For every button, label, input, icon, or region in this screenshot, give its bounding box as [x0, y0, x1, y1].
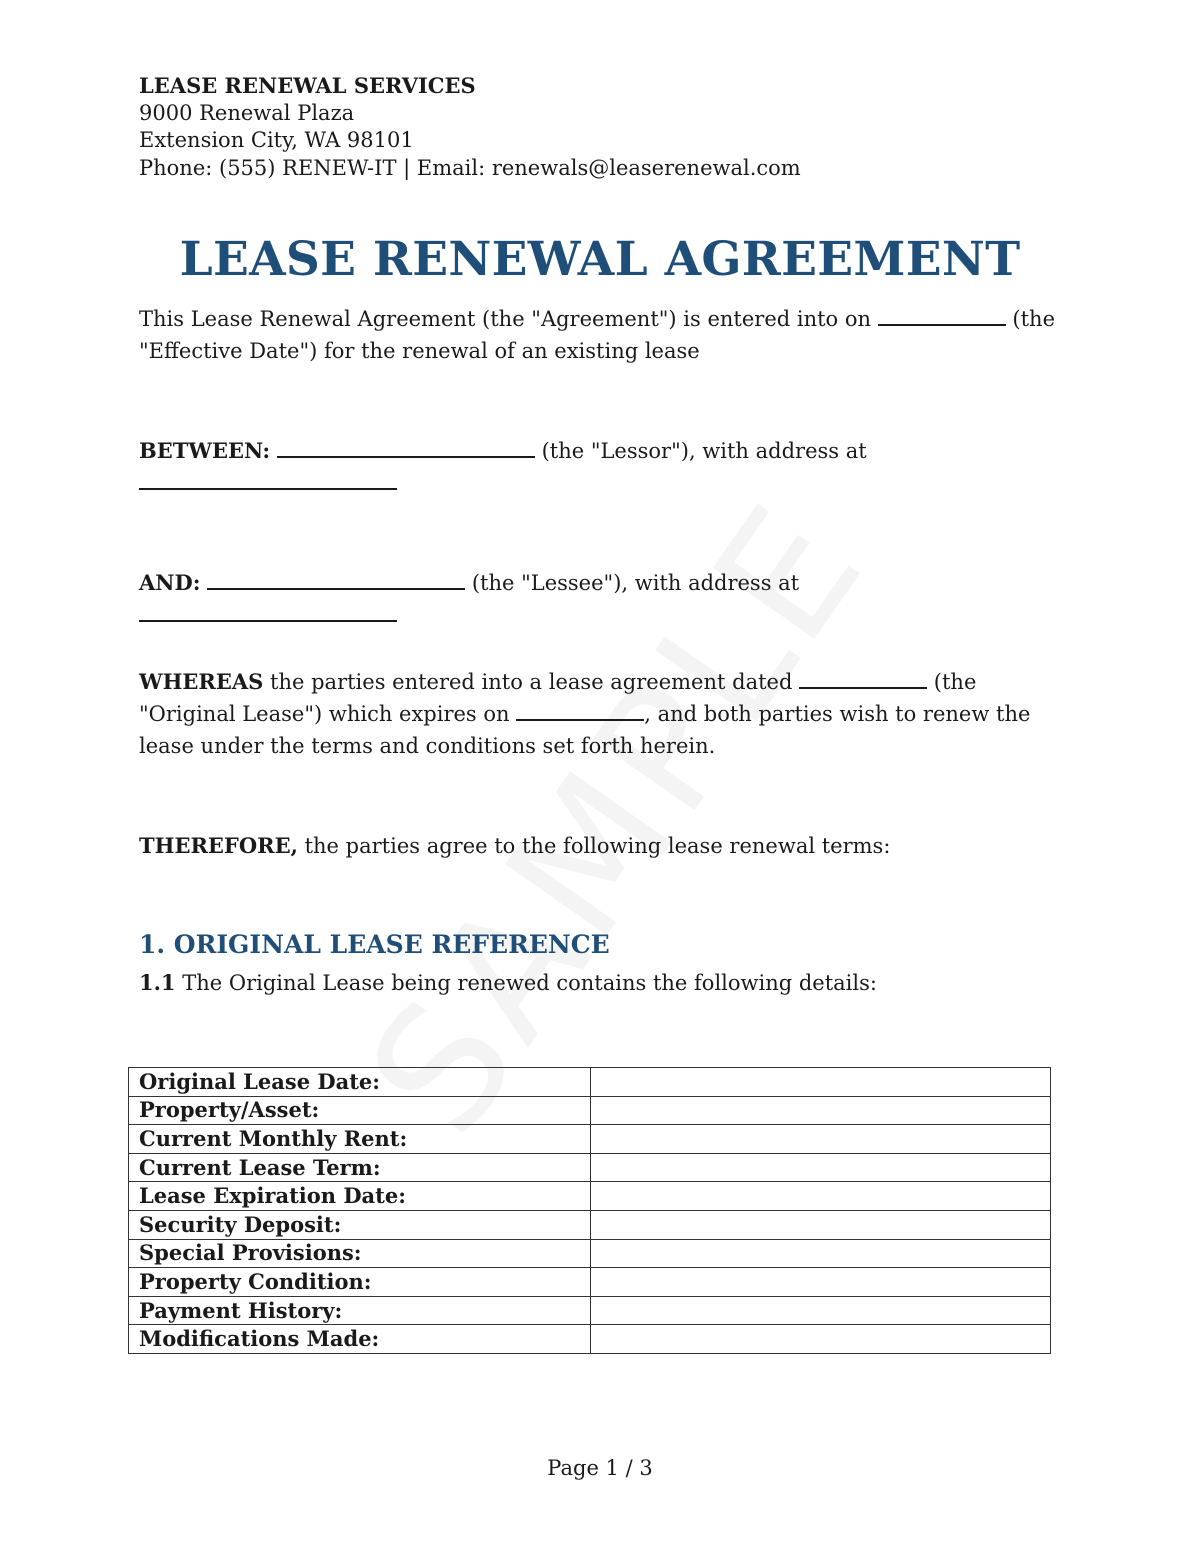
company-contact: Phone: (555) RENEW-IT | Email: renewals@leaserenewal.com [139, 155, 801, 180]
between-label: BETWEEN: [139, 438, 271, 463]
row-value-cell[interactable] [590, 1268, 1050, 1297]
row-value-cell[interactable] [590, 1182, 1050, 1211]
row-value-cell[interactable] [590, 1125, 1050, 1154]
company-name: LEASE RENEWAL SERVICES [139, 73, 476, 98]
lessee-address-blank[interactable] [139, 600, 397, 622]
effective-date-blank[interactable] [878, 304, 1006, 326]
row-value-cell[interactable] [590, 1210, 1050, 1239]
whereas-text-1: the parties entered into a lease agreement dated [270, 670, 793, 694]
table-row [129, 1268, 1051, 1297]
original-lease-date-blank[interactable] [799, 667, 927, 689]
lessor-address-blank[interactable] [139, 468, 397, 490]
therefore-paragraph [139, 830, 1059, 862]
table-row [129, 1125, 1051, 1154]
row-value-cell[interactable] [590, 1068, 1050, 1097]
and-label: AND: [139, 570, 201, 595]
between-text: (the "Lessor"), with address at [541, 439, 867, 463]
and-text: (the "Lessee"), with address at [471, 571, 800, 595]
company-address-line1: 9000 Renewal Plaza [139, 100, 355, 125]
page-number: Page 1 / 3 [547, 1456, 653, 1480]
row-value-cell[interactable] [590, 1239, 1050, 1268]
row-label: Special Provisions: [129, 1239, 591, 1268]
whereas-text-2: (the "Original Lease") which expires on [139, 670, 977, 726]
row-label: Security Deposit: [129, 1210, 591, 1239]
table-row [129, 1096, 1051, 1125]
therefore-label: THEREFORE, [139, 833, 298, 858]
row-label: Current Lease Term: [129, 1153, 591, 1182]
original-lease-details-table [128, 1067, 1051, 1354]
lessee-name-blank[interactable] [207, 568, 465, 590]
lessor-name-blank[interactable] [277, 436, 535, 458]
row-label: Modifications Made: [129, 1325, 591, 1354]
row-value-cell[interactable] [590, 1096, 1050, 1125]
intro-text-start: This Lease Renewal Agreement (the "Agreement") is entered into on [139, 307, 872, 331]
intro-paragraph [139, 303, 1059, 367]
intro-text-end: (the "Effective Date") for the renewal of an existing lease [139, 307, 1055, 363]
between-paragraph [139, 435, 1059, 499]
table-row [129, 1239, 1051, 1268]
row-value-cell[interactable] [590, 1296, 1050, 1325]
document-title: LEASE RENEWAL AGREEMENT [179, 232, 1021, 287]
whereas-paragraph [139, 666, 1059, 762]
row-label: Property Condition: [129, 1268, 591, 1297]
clause-1-1 [139, 967, 1059, 999]
row-label: Property/Asset: [129, 1096, 591, 1125]
table-row [129, 1153, 1051, 1182]
row-label: Original Lease Date: [129, 1068, 591, 1097]
table-row [129, 1210, 1051, 1239]
row-label: Current Monthly Rent: [129, 1125, 591, 1154]
company-address-line2: Extension City, WA 98101 [139, 128, 414, 152]
and-paragraph [139, 567, 1059, 631]
table-row [129, 1182, 1051, 1211]
row-value-cell[interactable] [590, 1325, 1050, 1354]
company-header [139, 72, 801, 182]
table-row [129, 1068, 1051, 1097]
clause-text: The Original Lease being renewed contains the following details: [182, 971, 877, 995]
row-label: Payment History: [129, 1296, 591, 1325]
expiry-date-blank[interactable] [516, 699, 644, 721]
table-row [129, 1296, 1051, 1325]
row-value-cell[interactable] [590, 1153, 1050, 1182]
whereas-text-3: , and both parties wish to renew the lease under the terms and conditions set forth herein. [139, 702, 1031, 758]
table-row [129, 1325, 1051, 1354]
row-label: Lease Expiration Date: [129, 1182, 591, 1211]
clause-number: 1.1 [139, 970, 176, 995]
section-1-heading: 1. ORIGINAL LEASE REFERENCE [139, 930, 610, 959]
whereas-label: WHEREAS [139, 669, 264, 694]
therefore-text: the parties agree to the following lease renewal terms: [304, 834, 891, 858]
